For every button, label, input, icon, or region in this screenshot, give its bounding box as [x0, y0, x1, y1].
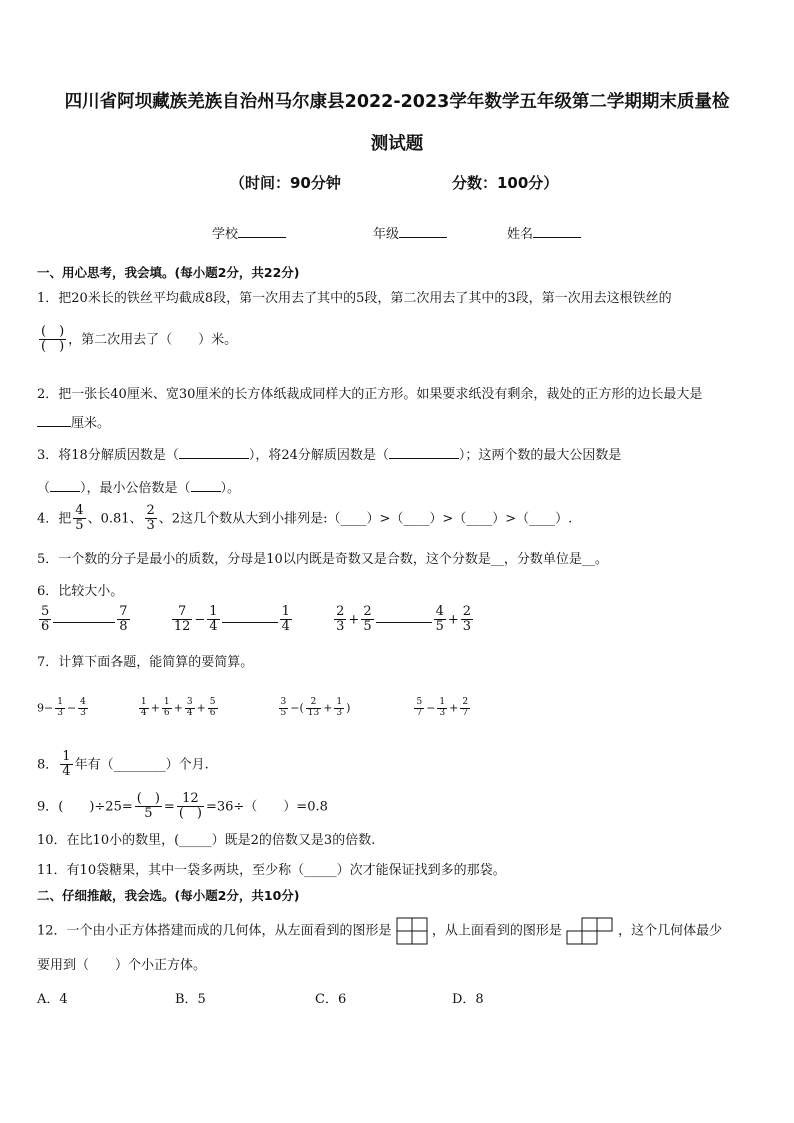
option-d[interactable]: D．8: [452, 992, 484, 1007]
question-12-cont: 要用到（ ）个小正方体。: [37, 958, 207, 973]
top-view-figure: [566, 917, 614, 945]
option-a[interactable]: A．4: [37, 992, 68, 1007]
school-label: 学校: [212, 227, 239, 242]
grade-field[interactable]: [373, 223, 447, 242]
time-label: （时间：90分钟: [230, 174, 341, 192]
answer-blank[interactable]: [179, 446, 249, 459]
grade-blank[interactable]: [399, 224, 447, 238]
school-blank[interactable]: [238, 224, 286, 238]
question-11: 11．有10袋糖果，其中一袋多两块，至少称（_____）次才能保证找到多的那袋。: [37, 863, 506, 878]
name-label: 姓名: [507, 227, 534, 242]
page-title-cont: 测试题: [370, 134, 424, 154]
left-view-figure: [396, 917, 428, 945]
answer-blank[interactable]: [389, 446, 459, 459]
question-2-cont: 厘米。: [37, 414, 110, 434]
question-3: 3．将18分解质因数是（ ），将24分解质因数是（ ）；这两个数的最大公因数是: [37, 448, 622, 463]
name-field[interactable]: [507, 223, 581, 242]
compare-blank[interactable]: [53, 610, 115, 623]
grade-label: 年级: [373, 227, 400, 242]
name-blank[interactable]: [533, 224, 581, 238]
question-6: 6．比较大小。: [37, 584, 124, 599]
question-1-cont: ( ) ( ) ，第二次用去了（ ）米。: [41, 324, 238, 355]
question-9: 9．( )÷25= ( ) 5 = 12 ( ) =36÷（ ）=0.8: [37, 791, 328, 822]
compare-blank[interactable]: [222, 610, 278, 623]
section-1-heading: 一、用心思考，我会填。(每小题2分，共22分): [37, 265, 300, 280]
question-12: 12．一个由小正方体搭建而成的几何体，从左面看到的图形是 ，从上面看到的图形是 ，这个几何体最少: [37, 917, 722, 945]
question-10: 10．在比10小的数里，(_____）既是2的倍数又是3的倍数.: [37, 833, 376, 848]
section-2-heading: 二、仔细推敲，我会选。(每小题2分，共10分): [37, 888, 300, 903]
score-label: 分数：100分）: [452, 174, 559, 192]
question-3-cont: （ ），最小公倍数是（ ）。: [37, 481, 241, 496]
question-4: 4．把 $\frac{4}{5}$ 、0.81、 $\frac{2}{3}$ 、2这几个数从大到小排列是:（____）>（____）>（____）>（____）.: [37, 503, 573, 534]
school-field[interactable]: [212, 223, 286, 242]
question-2: 2．把一张长40厘米、宽30厘米的长方体纸裁成同样大的正方形。如果要求纸没有剩余，裁处的正方形的边长最大是: [37, 387, 703, 402]
option-c[interactable]: C．6: [315, 992, 347, 1007]
question-1: 1．把20米长的铁丝平均截成8段，第一次用去了其中的5段，第二次用去了其中的3段，第一次用去这根铁丝的: [37, 291, 672, 306]
answer-blank[interactable]: [37, 414, 71, 427]
compare-blank[interactable]: [376, 610, 432, 623]
page-title: 四川省阿坝藏族羌族自治州马尔康县2022-2023学年数学五年级第二学期期末质量检: [64, 92, 730, 112]
option-b[interactable]: B．5: [175, 992, 206, 1007]
answer-blank[interactable]: [50, 479, 80, 492]
question-7-expressions: 9− $\frac{1}{3}$ − $\frac{4}{3}$ $\frac{1}{4}$ + $\frac{1}{6}$ + $\frac{3}{4}$ + $\frac{5}{6}$ $\frac{3}{5}$ −( $\frac{2}{13}$ + $\frac{1}{3}$ ) $\frac{5}{7}$ − $\frac{1}{3}$ + $\frac{2}{7}$: [37, 697, 469, 718]
answer-blank[interactable]: [191, 479, 221, 492]
question-5: 5．一个数的分子是最小的质数，分母是10以内既是奇数又是合数，这个分数是__，分数单位是__。: [37, 552, 608, 567]
question-8: 8． $\frac{1}{4}$ 年有（________）个月.: [37, 749, 209, 780]
answer-fraction[interactable]: ( ) ( ): [41, 324, 65, 355]
question-6-comparisons: $\frac{5}{6}$ $\frac{7}{8}$ $\frac{7}{12}$ − $\frac{1}{4}$ $\frac{1}{4}$ $\frac{2}{3}$ + $\frac{2}{5}$ $\frac{4}{5}$ + $\frac{2}{3}$: [41, 604, 472, 635]
question-7: 7．计算下面各题，能简算的要简算。: [37, 655, 254, 670]
